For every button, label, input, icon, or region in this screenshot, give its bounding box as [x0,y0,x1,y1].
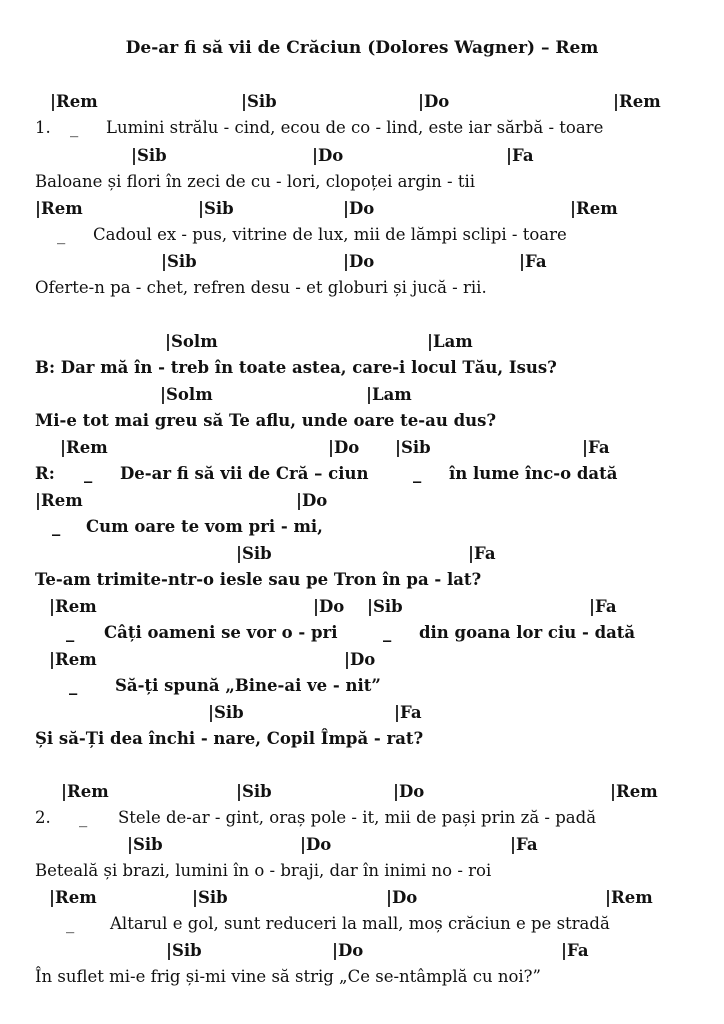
pickup-mark: _ [66,914,75,933]
chord: |Sib [166,941,202,960]
chord-line [0,196,724,222]
chord: |Fa [582,438,610,457]
refrain-text: în lume înc-o dată [449,464,618,483]
chord-line [0,700,724,726]
refrain-text: Câți oameni se vor o - pri [104,623,338,642]
refrain-text: Să-ți spună „Bine-ai ve - nit” [115,676,381,695]
chord-line [0,143,724,169]
lyric-text: Lumini strălu - cind, ecou de co - lind, este iar sărbă - toare [106,118,604,137]
chord: |Fa [394,703,422,722]
chord: |Sib [241,92,277,111]
chord: |Rem [35,491,83,510]
chord-line [0,779,724,805]
chord-line [0,382,724,408]
lyric-text: Baloane și flori în zeci de cu - lori, clopoței argin - tii [35,172,476,191]
bridge-text: B: Dar mă în - treb în toate astea, care-i locul Tău, Isus? [35,358,557,377]
chord: |Rem [49,888,97,907]
lyric-line [0,911,724,937]
chord: |Sib [198,199,234,218]
chord: |Do [343,252,375,271]
chord: |Do [386,888,418,907]
lyric-line [0,514,724,540]
chord: |Sib [367,597,403,616]
pickup-mark: _ [57,225,66,244]
refrain-label: R: [35,464,55,483]
chord: |Solm [160,385,213,404]
lyric-text: Beteală și brazi, lumini în o - braji, dar în inimi no - roi [35,861,492,880]
chord: |Do [312,146,344,165]
chord: |Do [344,650,376,669]
chord: |Do [393,782,425,801]
chord: |Rem [60,438,108,457]
lyric-line [0,673,724,699]
chord: |Fa [506,146,534,165]
pickup-mark: _ [413,464,422,483]
chord: |Sib [127,835,163,854]
chord: |Do [332,941,364,960]
chord-line [0,594,724,620]
chord: |Solm [165,332,218,351]
lyric-line [0,275,724,301]
chord: |Rem [610,782,658,801]
chord: |Sib [236,544,272,563]
song-title: De-ar fi să vii de Crăciun (Dolores Wagner) – Rem [125,38,599,58]
lyric-line [0,169,724,195]
lyric-line [0,567,724,593]
lyric-line [0,964,724,990]
refrain-text: Cum oare te vom pri - mi, [86,517,323,536]
chord: |Sib [192,888,228,907]
pickup-mark: _ [79,808,88,827]
chord: |Rem [570,199,618,218]
chord-line [0,647,724,673]
chord: |Sib [161,252,197,271]
chord: |Fa [561,941,589,960]
lyric-line [0,805,724,831]
chord: |Fa [589,597,617,616]
chord: |Rem [35,199,83,218]
chord: |Do [343,199,375,218]
chord: |Fa [468,544,496,563]
pickup-mark: _ [52,517,61,536]
lyric-text: Oferte-n pa - chet, refren desu - et globuri și jucă - rii. [35,278,487,297]
chord: |Do [328,438,360,457]
chord-line [0,885,724,911]
lyric-line [0,726,724,752]
chord: |Sib [395,438,431,457]
lyric-text: Cadoul ex - pus, vitrine de lux, mii de lămpi sclipi - toare [93,225,567,244]
chord: |Do [418,92,450,111]
chord-line [0,89,724,115]
lyric-line [0,620,724,646]
chord: |Sib [236,782,272,801]
lyric-text: Stele de-ar - gint, oraș pole - it, mii de pași prin ză - padă [118,808,597,827]
chord: |Sib [131,146,167,165]
pickup-mark: _ [383,623,392,642]
chord: |Fa [519,252,547,271]
verse-number: 1. [35,118,51,137]
lyric-line [0,115,724,141]
pickup-mark: _ [69,676,78,695]
lyric-line [0,461,724,487]
chord-line [0,488,724,514]
lyric-line [0,408,724,434]
chord: |Do [296,491,328,510]
chord: |Do [313,597,345,616]
pickup-mark: _ [84,464,93,483]
chord-line [0,329,724,355]
refrain-text: De-ar fi să vii de Cră – ciun [120,464,369,483]
lyric-text: În suflet mi-e frig și-mi vine să strig „Ce se-ntâmplă cu noi?” [35,967,541,986]
pickup-mark: _ [70,118,79,137]
chord-line [0,938,724,964]
chord-line [0,435,724,461]
chord: |Lam [427,332,473,351]
chord: |Rem [613,92,661,111]
chord: |Rem [50,92,98,111]
chord: |Fa [510,835,538,854]
refrain-text: din goana lor ciu - dată [419,623,636,642]
chord: |Lam [366,385,412,404]
pickup-mark: _ [66,623,75,642]
lyric-line [0,222,724,248]
chord-line [0,249,724,275]
chord: |Rem [605,888,653,907]
verse-number: 2. [35,808,51,827]
chord: |Rem [49,650,97,669]
refrain-text: Și să-Ți dea închi - nare, Copil Împă - rat? [35,729,424,748]
chord: |Rem [49,597,97,616]
chord-line [0,541,724,567]
refrain-text: Te-am trimite-ntr-o iesle sau pe Tron în pa - lat? [35,570,482,589]
chord: |Do [300,835,332,854]
lyric-text: Altarul e gol, sunt reduceri la mall, moș crăciun e pe stradă [110,914,610,933]
chord: |Rem [61,782,109,801]
lyric-line [0,858,724,884]
chord-line [0,832,724,858]
chord: |Sib [208,703,244,722]
lyric-line [0,355,724,381]
bridge-text: Mi-e tot mai greu să Te aflu, unde oare te-au dus? [35,411,497,430]
